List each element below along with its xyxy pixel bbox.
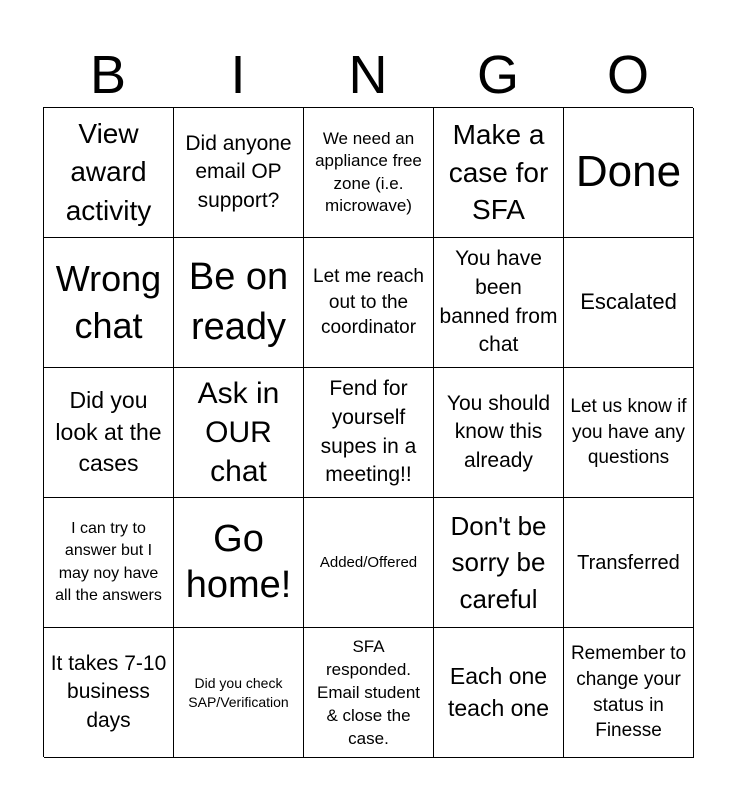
- bingo-cell[interactable]: [434, 498, 564, 628]
- bingo-cell[interactable]: [304, 108, 434, 238]
- cell-text: Ask in OUR chat: [197, 377, 280, 488]
- cell-text: Wrong chat: [55, 257, 162, 346]
- bingo-cell[interactable]: [174, 368, 304, 498]
- cell-text: Did anyone email OP support?: [185, 131, 292, 212]
- bingo-cell[interactable]: [174, 238, 304, 368]
- cell-text: Be on ready: [188, 256, 289, 348]
- bingo-cell[interactable]: [304, 368, 434, 498]
- cell-text: Each one teach one: [447, 662, 550, 721]
- header-letter-o: O: [606, 45, 649, 105]
- cell-text: Let me reach out to the coordinator: [313, 265, 424, 339]
- cell-text: Don't be sorry be careful: [450, 510, 547, 614]
- cell-text: Did you check SAP/Verification: [188, 675, 289, 710]
- header-letter-n: N: [348, 45, 388, 105]
- bingo-cell[interactable]: [174, 108, 304, 238]
- cell-text: Done: [575, 147, 682, 197]
- bingo-cell[interactable]: [564, 498, 694, 628]
- cell-text: Escalated: [580, 289, 677, 315]
- bingo-cell[interactable]: [44, 368, 174, 498]
- bingo-cell[interactable]: [564, 238, 694, 368]
- bingo-header: [43, 44, 693, 106]
- cell-text: I can try to answer but I may noy have all the answers: [55, 519, 162, 604]
- bingo-cell[interactable]: [44, 238, 174, 368]
- cell-text: You have been banned from chat: [439, 247, 558, 357]
- cell-text: Let us know if you have any questions: [570, 395, 687, 469]
- bingo-cell[interactable]: [564, 628, 694, 758]
- cell-text: Fend for yourself supes in a meeting!!: [320, 377, 417, 487]
- cell-text: Remember to change your status in Finesse: [570, 642, 687, 742]
- bingo-board: [43, 107, 693, 757]
- cell-text: Go home!: [185, 517, 292, 606]
- bingo-cell[interactable]: [434, 368, 564, 498]
- cell-text: We need an appliance free zone (i.e. microwave): [315, 129, 422, 215]
- bingo-cell[interactable]: [44, 108, 174, 238]
- bingo-cell[interactable]: [434, 108, 564, 238]
- cell-text: Did you look at the cases: [55, 386, 162, 477]
- bingo-cell[interactable]: [174, 628, 304, 758]
- bingo-cell[interactable]: [564, 108, 694, 238]
- bingo-cell[interactable]: [304, 628, 434, 758]
- bingo-cell[interactable]: [434, 628, 564, 758]
- cell-text: Added/Offered: [319, 553, 418, 571]
- cell-text: It takes 7-10 business days: [50, 651, 167, 732]
- cell-text: Make a case for SFA: [448, 119, 549, 226]
- cell-text: View award activity: [65, 118, 152, 226]
- bingo-cell[interactable]: [44, 628, 174, 758]
- bingo-cell[interactable]: [174, 498, 304, 628]
- bingo-cell[interactable]: [564, 368, 694, 498]
- header-letter-i: I: [230, 45, 246, 105]
- cell-text: SFA responded. Email student & close the case.: [317, 636, 420, 749]
- header-letter-b: B: [89, 45, 127, 105]
- bingo-cell[interactable]: [304, 498, 434, 628]
- bingo-cell[interactable]: [44, 498, 174, 628]
- bingo-cell[interactable]: [304, 238, 434, 368]
- cell-text: Transferred: [577, 551, 680, 574]
- bingo-cell[interactable]: [434, 238, 564, 368]
- header-letter-g: G: [476, 45, 519, 105]
- cell-text: You should know this already: [446, 391, 551, 472]
